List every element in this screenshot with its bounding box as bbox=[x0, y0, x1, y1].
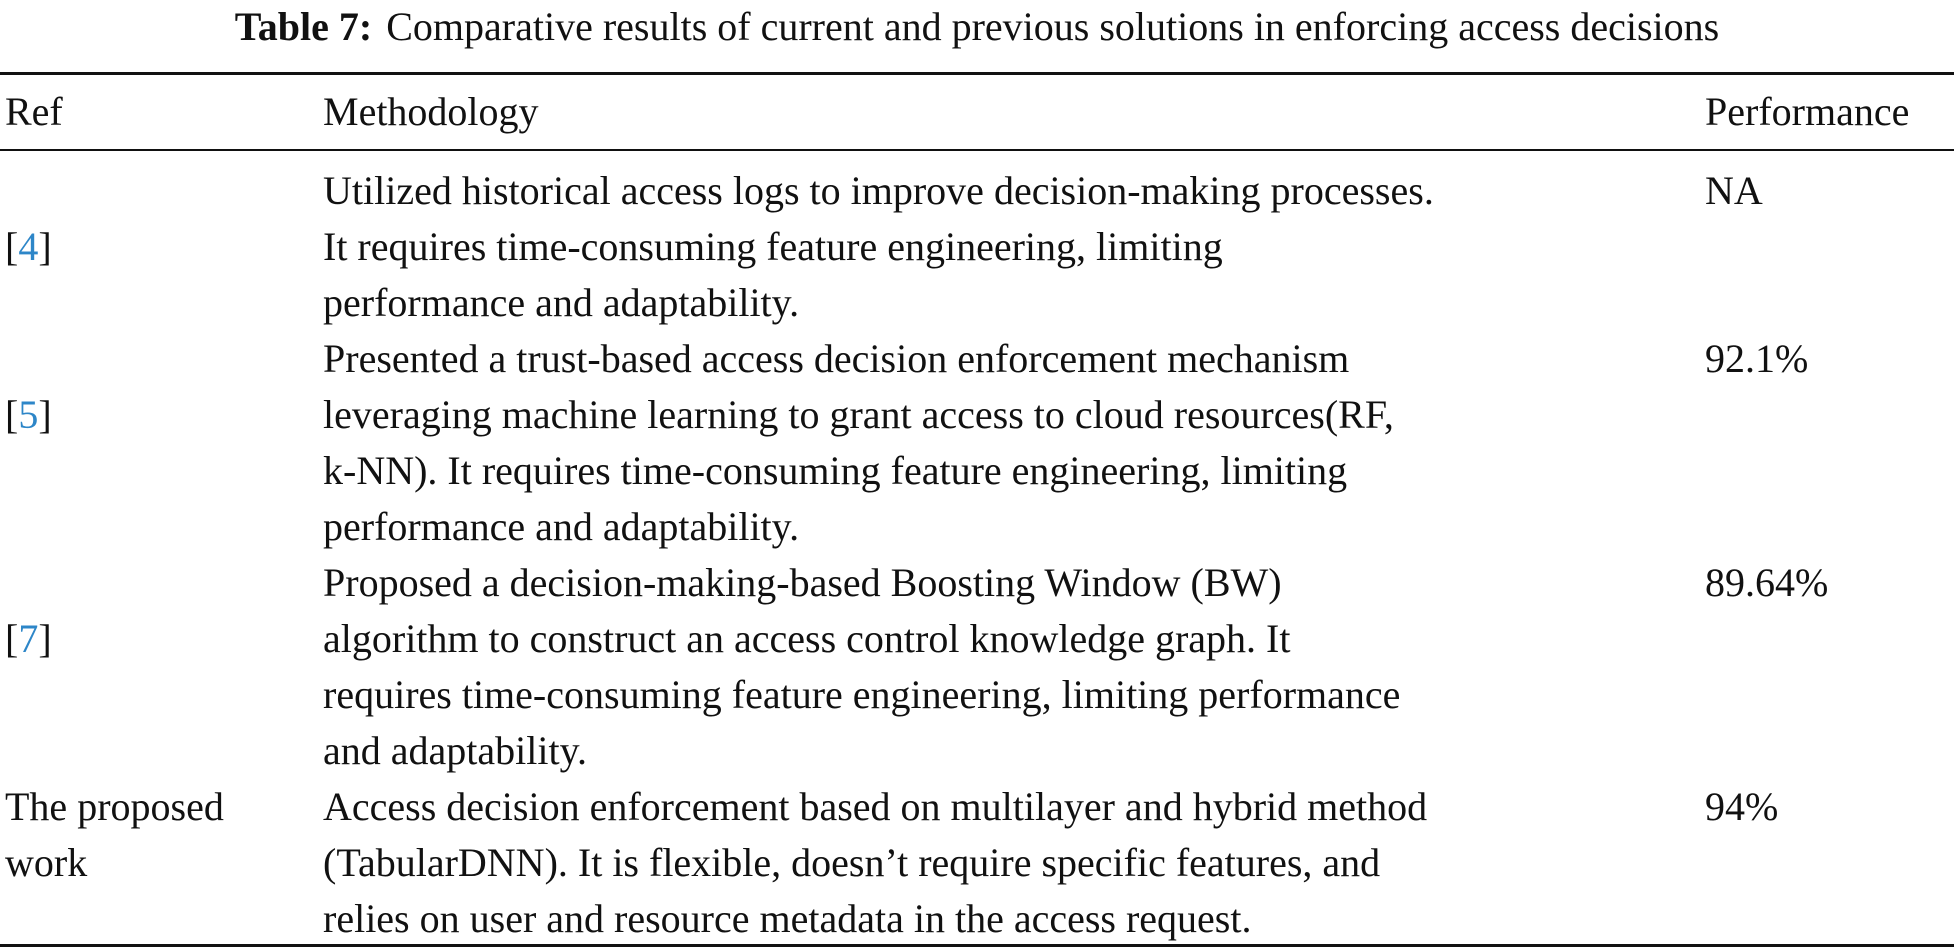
table-row-performance: 89.64% bbox=[1705, 560, 1829, 605]
table-caption-label: Table 7: bbox=[234, 4, 373, 49]
table-row-methodology: Proposed a decision-making-based Boosting Window (BW) algorithm to construct an access control knowledge graph. It requires time-consuming feature engineering, limiting performance and adaptability. bbox=[323, 560, 1401, 773]
table-row-performance: 92.1% bbox=[1705, 336, 1809, 381]
bottom-rule bbox=[0, 944, 1954, 947]
table-row-ref: [5] bbox=[5, 392, 52, 437]
table-row-performance: 94% bbox=[1705, 784, 1779, 829]
header-performance: Performance bbox=[1705, 89, 1910, 134]
header-methodology: Methodology bbox=[323, 89, 539, 134]
table-caption-text: Comparative results of current and previous solutions in enforcing access decisions bbox=[386, 4, 1720, 49]
table-row-ref: The proposed work bbox=[5, 784, 224, 885]
table-row-ref: [4] bbox=[5, 224, 52, 269]
table-row-performance: NA bbox=[1705, 168, 1763, 213]
header-ref: Ref bbox=[5, 89, 63, 134]
table-row-ref: [7] bbox=[5, 616, 52, 661]
table-caption bbox=[0, 0, 1954, 52]
top-rule bbox=[0, 72, 1954, 75]
table-row-methodology: Presented a trust-based access decision enforcement mechanism leveraging machine learning to grant access to cloud resources(RF, k-NN). It requires time-consuming feature engineering, limiting performance and adaptability. bbox=[323, 336, 1394, 549]
citation-link[interactable]: 5 bbox=[18, 392, 39, 437]
header-rule bbox=[0, 149, 1954, 151]
citation-link[interactable]: 4 bbox=[18, 224, 39, 269]
citation-link[interactable]: 7 bbox=[18, 616, 39, 661]
table-row-methodology: Utilized historical access logs to improve decision-making processes. It requires time-consuming feature engineering, limiting performance and adaptability. bbox=[323, 168, 1434, 325]
table-row-methodology: Access decision enforcement based on multilayer and hybrid method (TabularDNN). It is flexible, doesn’t require specific features, and relies on user and resource metadata in the access request. bbox=[323, 784, 1428, 941]
